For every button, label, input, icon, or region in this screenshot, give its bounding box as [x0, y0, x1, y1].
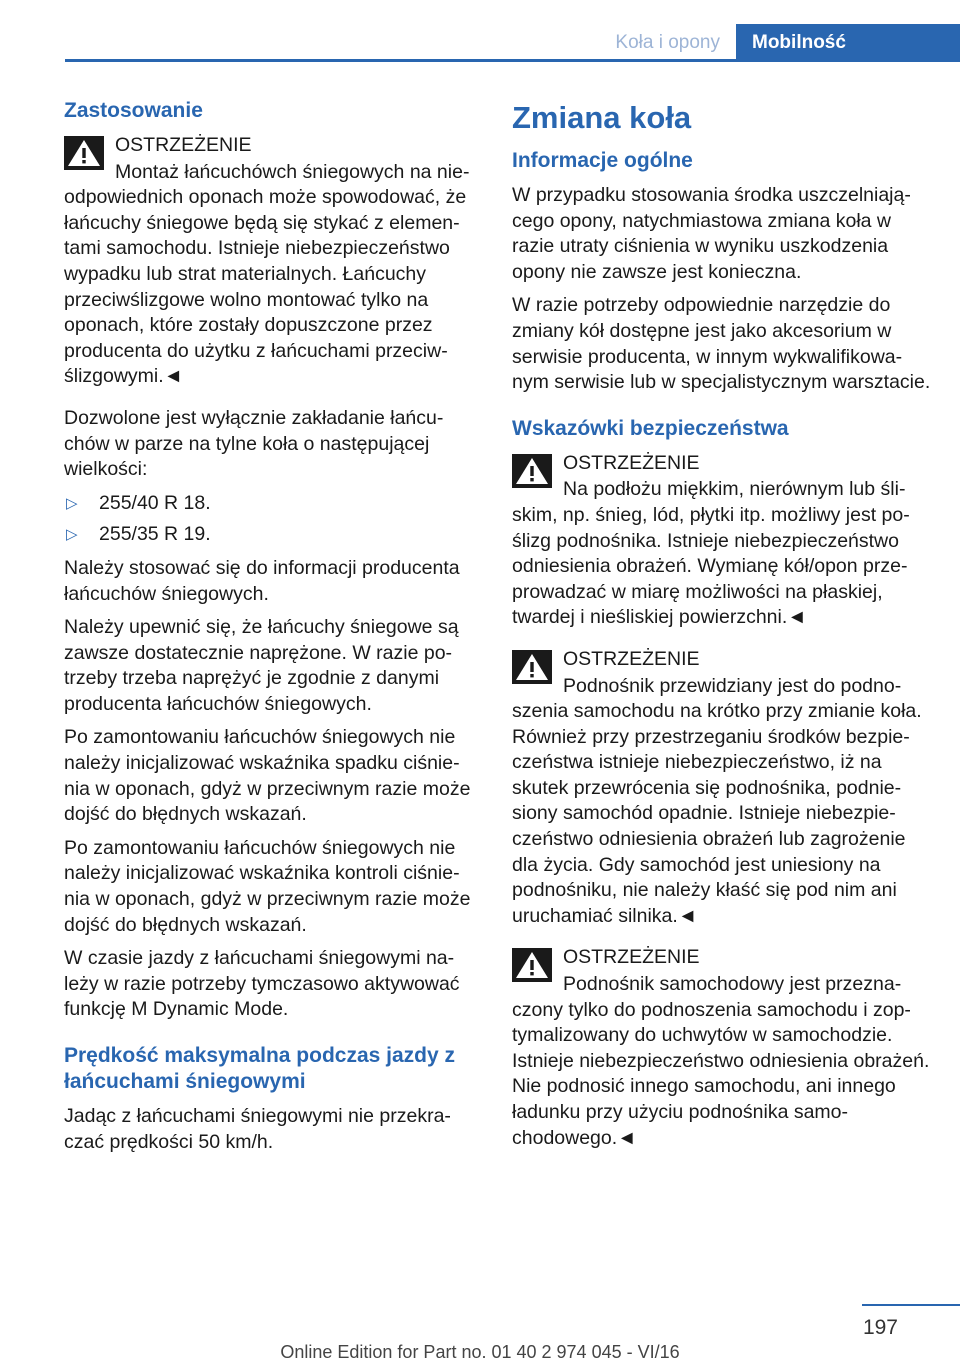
section-heading-wskazowki: Wskazówki bezpieczeństwa	[512, 416, 789, 440]
warning-title: OSTRZEŻENIE	[563, 647, 700, 670]
warning-triangle-icon	[512, 650, 552, 684]
paragraph: Należy upewnić się, że łańcuchy śniegowe są zawsze dostatecznie naprężone. W razie potrzeby trzeba naprężyć je zgodnie z danymi producenta łańcuchów śniegowych.	[64, 616, 459, 715]
warning-title: OSTRZEŻENIE	[115, 134, 252, 156]
warning-text: Montaż łańcuchówch śniegowych na nieodpowiednich oponach może spowodować, że łańcuchy śniegowe będą się stykać z elementami samochodu. Istnieje niebezpieczeństwo wypadku lub strat materialnych. Łańcuchy przeciwślizgowe wolno montować tylko na oponach, które zostały dopuszczone przez producenta do użytku z łańcuchami przeciwślizgowymi.◄	[64, 160, 470, 388]
section-heading-informacje: Informacje ogólne	[512, 149, 693, 172]
warning-box	[512, 451, 932, 631]
paragraph: W przypadku stosowania środka uszczelniającego opony, natychmiastowa zmiana koła w razie utraty ciśnienia w wyniku uszkodzenia opony nie zawsze jest konieczna.	[512, 184, 911, 283]
list-item: ▷ 255/35 R 19.	[64, 522, 478, 548]
paragraph: Po zamontowaniu łańcuchów śniegowych nie należy inicjalizować wskaźnika kontroli ciśnienia w oponach, gdyż w przeciwnym razie może dojść do błędnych wskazań.	[64, 836, 471, 936]
triangle-bullet-icon: ▷	[66, 526, 78, 544]
warning-text: Podnośnik samochodowy jest przeznaczony tylko do podnoszenia samochodu i zoptymalizowany do uchwytów w samochodzie. Istnieje niebezpieczeństwo odniesienia obrażeń. Nie podnosić innego samochodu, ani innego ładunku przy użyciu podnośnika samochodowego.◄	[512, 973, 930, 1149]
warning-text: Podnośnik przewidziany jest do podnoszenia samochodu na krótko przy zmianie koła. Również przy przestrzeganiu środków bezpieczeństwa istnieje niebezpieczeństwo, iż na skutek przewrócenia się podnośnika, podniesiony samochód opadnie. Istnieje niebezpieczeństwo odniesienia obrażeń lub zagrożenie dla życia. Gdy samochód jest uniesiony na podnośniku, nie należy kłaść się pod nim ani uruchamiać silnika.◄	[512, 674, 922, 927]
page-title: Zmiana koła	[512, 100, 692, 135]
warning-box	[512, 647, 932, 930]
chapter-tab[interactable]: Mobilność	[736, 24, 960, 62]
paragraph: Dozwolone jest wyłącznie zakładanie łańcuchów w parze na tylne koła o następującej wielkości:	[64, 406, 444, 481]
section-heading-predkosc: Prędkość maksymalna podczas jazdy z łańcuchami śniegowymi	[64, 1044, 456, 1093]
right-column	[512, 98, 932, 1167]
page-number: 197	[862, 1316, 898, 1339]
footer-rule	[862, 1304, 960, 1306]
paragraph: W razie potrzeby odpowiednie narzędzie do zmiany kół dostępne jest jako akcesorium w serwisie producenta, w innym wykwalifikowanym serwisie lub w specjalistycznym warsztacie.	[512, 294, 931, 394]
section-heading-zastosowanie: Zastosowanie	[64, 99, 203, 122]
page-header	[65, 24, 960, 62]
triangle-bullet-icon: ▷	[66, 494, 78, 512]
warning-title: OSTRZEŻENIE	[563, 451, 700, 474]
warning-title: OSTRZEŻENIE	[563, 946, 700, 969]
list-item: ▷ 255/40 R 18.	[64, 491, 478, 517]
left-column	[64, 98, 478, 1163]
tire-size-list	[64, 491, 478, 548]
paragraph: Należy stosować się do informacji producenta łańcuchów śniegowych.	[64, 556, 460, 605]
paragraph: Po zamontowaniu łańcuchów śniegowych nie należy inicjalizować wskaźnika spadku ciśnienia w oponach, gdyż w przeciwnym razie może dojść do błędnych wskazań.	[64, 726, 471, 826]
warning-triangle-icon	[512, 948, 552, 982]
edition-note: Online Edition for Part no. 01 40 2 974 045 - VI/16	[280, 1342, 680, 1362]
warning-box	[512, 945, 932, 1151]
warning-triangle-icon	[512, 454, 552, 488]
section-tab[interactable]: Koła i opony	[615, 32, 720, 53]
warning-text: Na podłożu miękkim, nierównym lub śliskim, np. śnieg, lód, płytki itp. możliwy jest poślizg podnośnika. Istnieje niebezpieczeństwo odniesienia obrażeń. Wymianę kół/opon przeprowadzać w miarę możliwości na płaskiej, twardej i nieśliskiej powierzchni.◄	[512, 478, 910, 629]
warning-box	[64, 133, 478, 390]
paragraph: Jadąc z łańcuchami śniegowymi nie przekraczać prędkości 50 km/h.	[64, 1105, 451, 1153]
warning-triangle-icon	[64, 136, 104, 170]
header-rule	[65, 59, 960, 62]
paragraph: W czasie jazdy z łańcuchami śniegowymi należy w razie potrzeby tymczasowo aktywować funkcję M Dynamic Mode.	[64, 947, 460, 1021]
